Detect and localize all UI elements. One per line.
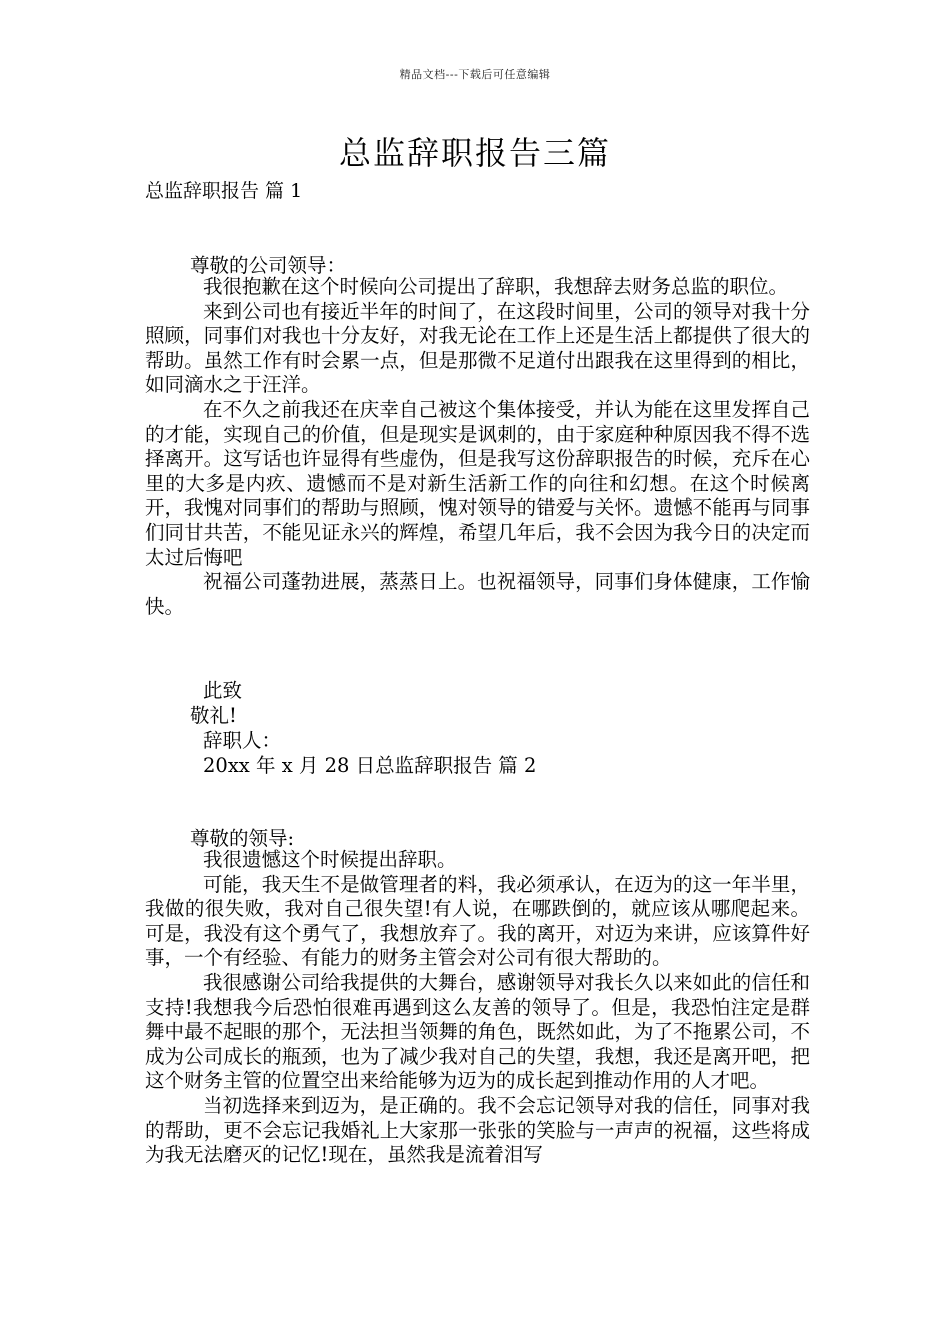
section1-paragraph-2: 来到公司也有接近半年的时间了，在这段时间里，公司的领导对我十分照顾，同事们对我也十分友好，对我无论在工作上还是生活上都提供了很大的帮助。虽然工作有时会累一点，但是那微不足道付出跟我在这里得到的相比，如同滴水之于汪洋。	[145, 299, 810, 397]
section1-heading: 总监辞职报告 篇 1	[145, 180, 303, 202]
section1-paragraph-1: 我很抱歉在这个时候向公司提出了辞职，我想辞去财务总监的职位。	[203, 275, 789, 298]
section1-paragraph-3: 在不久之前我还在庆幸自己被这个集体接受，并认为能在这里发挥自己的才能，实现自己的价值，但是现实是讽刺的，由于家庭种种原因我不得不选择离开。这写话也许显得有些虚伪，但是我写这份辞职报告的时候，充斥在心里的大多是内疚、遗憾而不是对新生活新工作的向往和幻想。在这个时候离开，我愧对同事们的帮助与照顾，愧对领导的错爱与关怀。遗憾不能再与同事们同甘共苦，不能见证永兴的辉煌，希望几年后，我不会因为我今日的决定而太过后悔吧	[145, 397, 810, 569]
section2-paragraph-1: 我很遗憾这个时候提出辞职。	[203, 848, 457, 871]
section2-greeting: 尊敬的领导:	[190, 827, 295, 850]
page-header: 精品文档---下载后可任意编辑	[399, 68, 551, 81]
section1-body	[145, 275, 810, 619]
section1-greeting: 尊敬的公司领导：	[190, 254, 347, 277]
document-title: 总监辞职报告三篇	[338, 134, 611, 172]
section2-body	[145, 848, 810, 1168]
signer-label: 辞职人：	[203, 729, 282, 752]
date-and-section2-heading: 20xx 年 x 月 28 日总监辞职报告 篇 2	[203, 754, 537, 777]
closing-cizhi: 此致	[203, 679, 243, 702]
closing-jingli: 敬礼!	[190, 704, 237, 727]
section2-paragraph-4: 当初选择来到迈为，是正确的。我不会忘记领导对我的信任，同事对我的帮助，更不会忘记我婚礼上大家那一张张的笑脸与一声声的祝福，这些将成为我无法磨灭的记忆!现在，虽然我是流着泪写	[145, 1093, 810, 1167]
section1-paragraph-4: 祝福公司蓬勃进展，蒸蒸日上。也祝福领导，同事们身体健康，工作愉快。	[145, 570, 810, 618]
section2-paragraph-3: 我很感谢公司给我提供的大舞台，感谢领导对我长久以来如此的信任和支持!我想我今后恐怕很难再遇到这么友善的领导了。但是，我恐怕注定是群舞中最不起眼的那个，无法担当领舞的角色，既然如此，为了不拖累公司，不成为公司成长的瓶颈，也为了减少我对自己的失望，我想，我还是离开吧，把这个财务主管的位置空出来给能够为迈为的成长起到推动作用的人才吧。	[145, 970, 810, 1093]
section2-paragraph-2: 可能，我天生不是做管理者的料，我必须承认，在迈为的这一年半里，我做的很失败，我对自己很失望!有人说，在哪跌倒的，就应该从哪爬起来。可是，我没有这个勇气了，我想放弃了。我的离开，对迈为来讲，应该算件好事，一个有经验、有能力的财务主管会对公司有很大帮助的。	[145, 872, 810, 970]
